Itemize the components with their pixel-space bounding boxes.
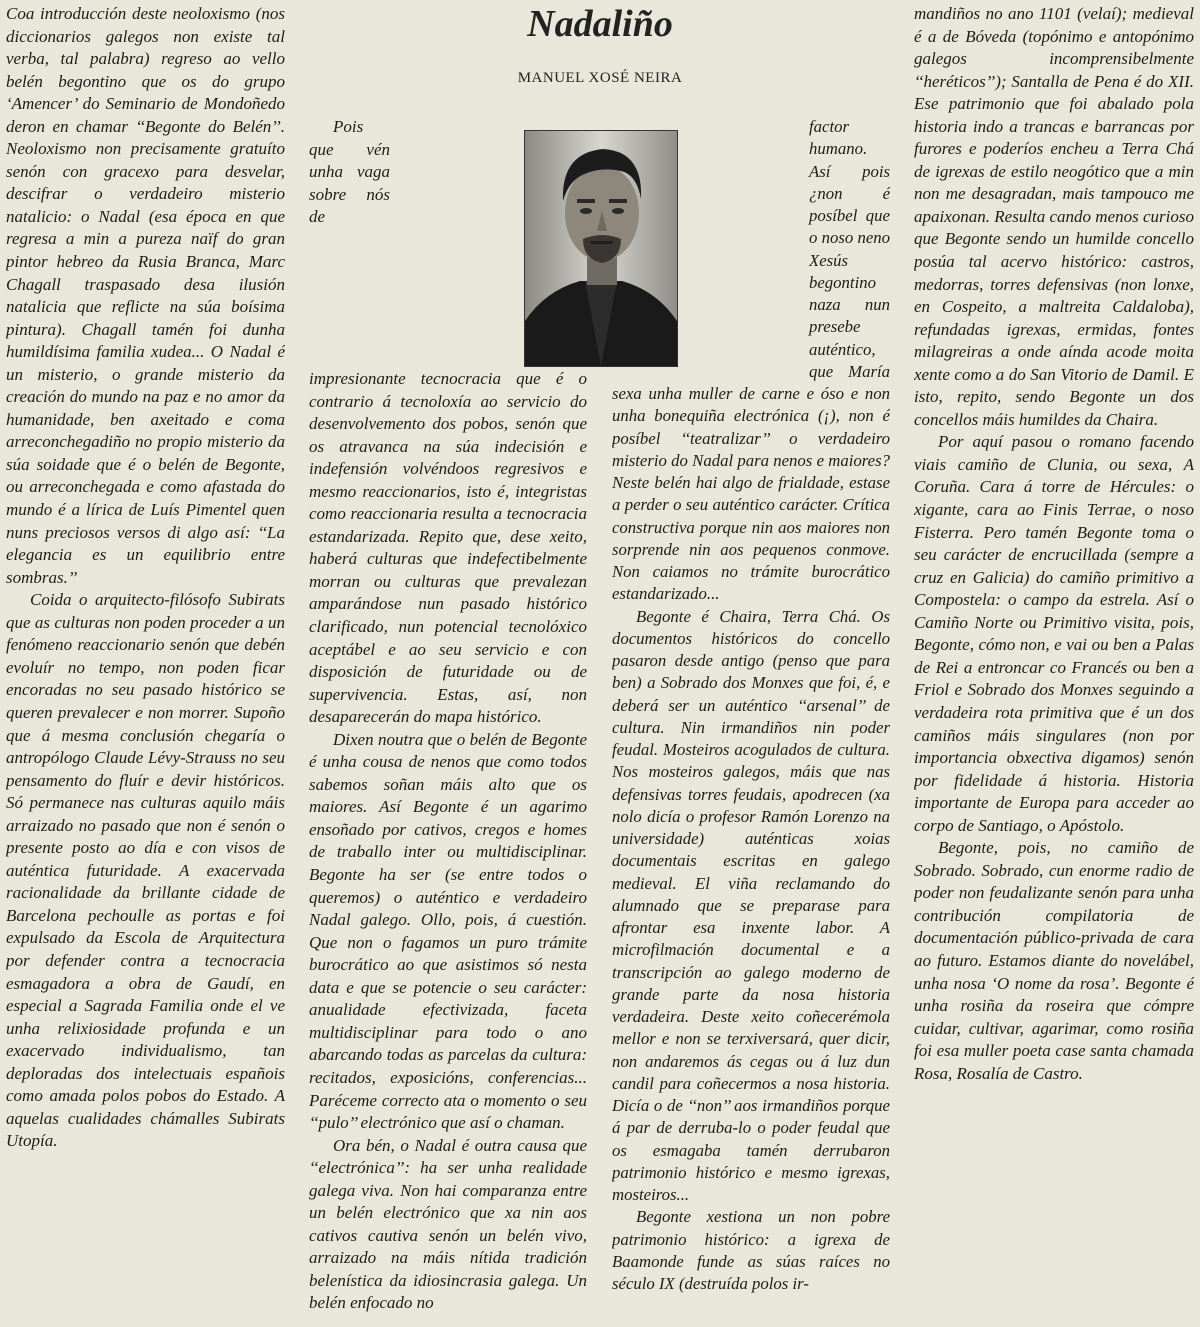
paragraph: Ora bén, o Nadal é outra causa que ‘‘electrónica’’: ha ser unha realidade galega viva. Non hai comparanza entre un belén electrónico que xa nin aos cativos cautiva senón un belén vivo, arraizado na máis nítida tradición belenística da idiosincrasia galega. Un belén enfocado no [309,1135,587,1313]
photo-space [612,116,809,368]
paragraph: Coida o arquitecto-filósofo Subirats que as culturas non poden proceder a un fenómeno reaccionario senón que debén evoluír no tempo, non poden ficar encoradas no seu pasado histórico se queren prevalecer e non morrer. Supoño que á mesma conclusión chegaría o antropólogo Claude Lévy-Strauss no seu pensamento do fluír e devir históricos. Só permanece nas culturas aquilo máis arraizado no pasado que non é senón o presente posto ao día e con visos de auténtica futuridade. A exacervada racionalidade da brillante cidade de Barcelona pechoulle as portas e foi expulsado da Escola de Arquitectura por defender contra a tecnocracia esmagadora a obra de Gaudí, en especial a Sagrada Familia onde el ve unha relixiosidade profunda e un exacervado individualismo, tan deploradas dos intelectuais españois como amada polos pobos do Estado. A aquelas cualidades chámalles Subirats Utopía. [6,590,285,1151]
article-column-3 [612,116,890,1326]
photo-space [390,116,587,368]
paragraph: Por aquí pasou o romano facendo viais camiño de Clunia, ou sexa, A Coruña. Cara á torre de Hércules: o xigante, cara ao Finis Terrae, o noso Fisterra. Pero tamén Begonte toma o seu carácter de encrucillada (sempre a cruz en Galicia) do camiño primitivo a Compostela: o campo da estrela. Así o Camiño Norte ou Primitivo visita, pois, Begonte, cómo non, e vai ou ben a Palas de Rei a entroncar co Francés ou ben a Friol e Sobrado dos Monxes seguindo a verdadeira rota primitiva que é un dos camiños máis singulares (non por importancia obxectiva digamos) senón por fidelidade á historia. Historia importante de Europa para acceder ao corpo de Santiago, o Apóstolo. [914,432,1194,835]
article-column-2 [309,116,587,1326]
article-column-4 [914,3,1194,1325]
paragraph: Coa introducción deste neoloxismo (nos diccionarios galegos non existe tal verba, tal palabra) regreso ao vello belén begontino que os do grupo ‘Amencer’ do Seminario de Mondoñedo deron en chamar ‘‘Begonte do Belén’’. Neoloxismo non precisamente gratuíto senón con gracexo para desvelar, descifrar o verdadeiro misterio natalicio: o Nadal (esa época en que regresa a min a pureza naïf do gran pintor hebreo da Rusia Branca, Marc Chagall traspasado desa ilusión natalicia que reflicte na súa boísima pintura). Chagall tamén foi dunha humildísima familia xudea... O Nadal é un misterio, o grande misterio da creación do mundo na paz e no amor da humanidade, ben axeitado e coma arreconchegadiño no propio misterio da súa soidade que é o belén de Begonte, ou arreconchegada e como afastada do mundo é a lírica de Luís Pimentel quen nuns preciosos versos di algo así: ‘‘La elegancia es un equilibrio entre sombras.’’ [6,4,285,587]
article-byline: MANUEL XOSÉ NEIRA [517,70,683,86]
paragraph: Begonte é Chaira, Terra Chá. Os documentos históricos do concello pasaron desde antigo (penso que para ben) a Sobrado dos Monxes que foi, é, e deberá ser un auténtico ‘‘arsenal’’ de cultura. Nin irmandiños nin poder feudal. Mosteiros acogulados de cultura. Nos mosteiros galegos, máis que nas defensivas torres feudais, apodrecen (xa nolo dicía o profesor Ramón Lorenzo na universidade) auténticas xoias documentais escritas en galego medieval. El viña reclamando do alumnado que se preparase para afrontar esa inxente labor. A microfilmación documental e a transcripción ao galego moderno de grande parte da nosa historia verdadeira. Deste xeito coñecerémola mellor e non se terxiversará, quer dicir, non andaremos ás cegas ou á luz dun candil para coñecermos a nosa historia. Dicía o de ‘‘non’’ aos irmandiños porque á par de derruba-lo o poder feudal que os esmagaba tamén derrubaron patrimonio histórico e mesmo igrexas, mosteiros... [612,606,890,1204]
paragraph: Dixen noutra que o belén de Begonte é unha cousa de nenos que como todos sabemos soñan máis alto que os maiores. Así Begonte é un agarimo ensoñado por cativos, cregos e homes de traballo inter ou multidisciplinar. Begonte ha ser (se entre todos o queremos) o auténtico e verdadeiro Nadal galego. Ollo, pois, á cuestión. Que non o fagamos un puro trámite burocrático ao que asistimos só nesta data e que se potencie o seu carácter: anualidade efectivizada, faceta multidisciplinar para todo o ano abarcando todas as parcelas da cultura: recitados, exposicións, conferencias... Paréceme correcto ata o momento o seu ‘‘pulo’’ electrónico que así o chaman. [309,729,587,1133]
paragraph: mandiños no ano 1101 (velaí); medieval é a de Bóveda (topónimo e antopónimo galegos incomprensibelmente ‘‘heréticos’’); Santalla de Pena é do XII. Ese patrimonio que foi abalado pola historia indo a trancas e barrancas por furores e poderíos encheu a Terra Chá de igrexas de estilo neogótico que a min non me desagradan, mais tampouco me apaixonan. Resulta cando menos curioso que Begonte sendo un humilde concello posúa tal acervo histórico: castros, medorras, torres defensivas (non lonxe, en Cospeito, a maltreita Caldaloba), refundadas igrexas, ermidas, fontes milagreiras a onde aínda acode moita xente como a do San Vitorio de Damil. E isto, repito, sendo Begonte un dos concellos máis humildes da Chaira. [914,4,1194,429]
article-title: Nadaliño [527,3,673,45]
paragraph: Pois que vén unha vaga sobre nós de impresionante tecnocracia que é o contrario á tecnoloxía ao servicio do desenvolvemento dos pobos, senón que os atravanca na súa indecisión e indefensión volvéndoos regresivos e mesmo reaccionarios, isto é, integristas como reaccionaria resulta a tecnocracia estandarizada. Repito que, dese xeito, haberá culturas que indefectibelmente morran ou culturas que prevalezan amparándose nun pasado histórico clarificado, nun potencial tecnolóxico aceptábel e ao seu servicio e con disposición de futuridade ou de supervivencia. Estas, así, non desaparecerán do mapa histórico. [309,117,587,727]
article-column-1 [6,3,285,1325]
paragraph: factor humano. Así pois ¿non é posíbel que o noso neno Xesús begontino naza nun presebe auténtico, que María sexa unha muller de carne e óso e non unha bonequiña electrónica (¡), non é posíbel ‘‘teatralizar’’ o verdadeiro misterio do Nadal para nenos e maiores? Neste belén hai algo de frialdade, estase a perder o seu auténtico carácter. Crítica constructiva porque nin aos maiores non sorprende nin aos pequenos conmove. Non caiamos no trámite burocrático estandarizado... [612,117,890,604]
paragraph: Begonte, pois, no camiño de Sobrado. Sobrado, cun enorme radio de poder non feudalizante senón para unha contribución compilatoria de documentación público-privada de cara ao futuro. Estamos diante do novelábel, unha nosa ‘O nome da rosa’. Begonte é unha rosiña da roseira que cómpre cuidar, cultivar, agarimar, como rosiña foi esa muller poeta case santa chamada Rosa, Rosalía de Castro. [914,838,1194,1083]
paragraph: Begonte xestiona un non pobre patrimonio histórico: a igrexa de Baamonde funde as súas raíces no século IX (destruída polos ir- [612,1207,890,1293]
